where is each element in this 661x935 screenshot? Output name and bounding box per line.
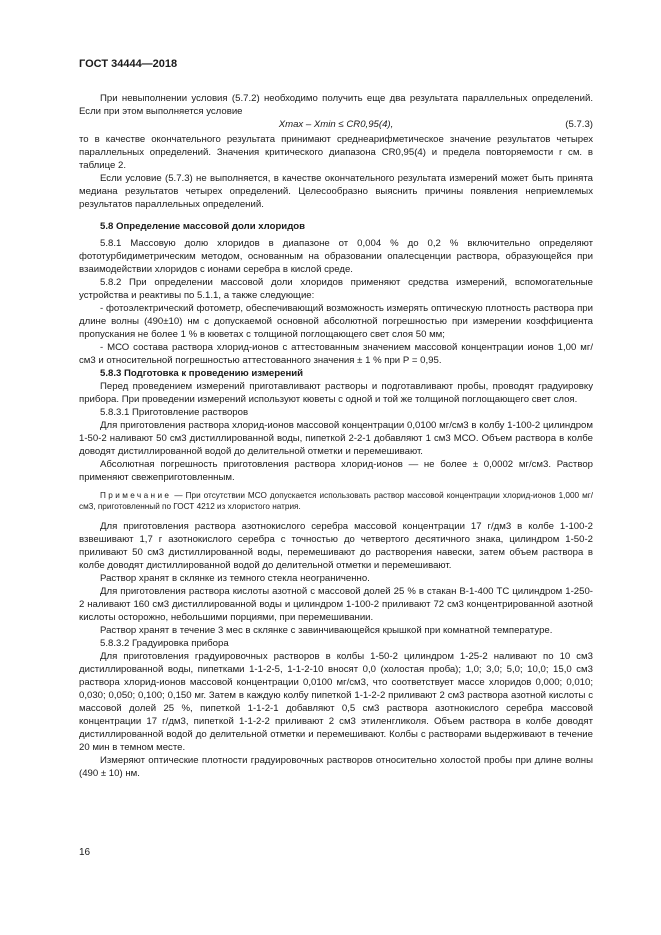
formula-5-7-3 bbox=[79, 118, 593, 133]
page-body bbox=[79, 92, 593, 780]
paragraph: Абсолютная погрешность приготовления раствора хлорид-ионов — не более ± 0,0002 мг/см3. Раствор применяют свежеприготовленным. bbox=[79, 459, 593, 483]
paragraph: Если условие (5.7.3) не выполняется, в качестве окончательного результата измерений может быть принята медиана результатов четырех определений. Целесообразно выяснить причины появления неприемлемых результатов параллельных определений. bbox=[79, 173, 593, 210]
document-header: ГОСТ 34444—2018 bbox=[79, 58, 178, 70]
note-label: Примечание bbox=[100, 491, 172, 500]
paragraph: Измеряют оптические плотности градуировочных растворов относительно холостой пробы при длине волны (490 ± 10) нм. bbox=[79, 755, 593, 779]
paragraph: Для приготовления раствора кислоты азотной с массовой долей 25 % в стакан В-1-400 ТС цилиндром 1-250-2 наливают 160 см3 дистиллированной воды и цилиндром 1-100-2 приливают 72 см3 концентрированной азотной кислоты осторожно, небольшими порциями, при перемешивании. bbox=[79, 586, 593, 623]
list-item: - МСО состава раствора хлорид-ионов с аттестованным значением массовой концентрации ионов 1,00 мг/см3 и относительной погрешностью аттестованного значения ± 1 % при Р = 0,95. bbox=[79, 342, 593, 366]
formula-number: (5.7.3) bbox=[565, 119, 593, 130]
section-heading: 5.8.3 Подготовка к проведению измерений bbox=[100, 368, 304, 379]
paragraph: Раствор хранят в течение 3 мес в склянке с завинчивающейся крышкой при комнатной температуре. bbox=[100, 625, 553, 636]
note-text: — При отсутствии МСО допускается использовать раствор массовой концентрации хлорид-ионов 1,000 мг/см3, приготовленный по ГОСТ 4212 из хлористого натрия. bbox=[79, 491, 593, 511]
paragraph: 5.8.1 Массовую долю хлоридов в диапазоне от 0,004 % до 0,2 % включительно определяют фототурбидиметрическим методом, основанным на образовании опалесценции раствора, образующейся при взаимодействии хлоридов с ионами серебра в кислой среде. bbox=[79, 238, 593, 275]
subsection-heading: 5.8.3.2 Градуировка прибора bbox=[100, 638, 229, 649]
subsection-heading: 5.8.3.1 Приготовление растворов bbox=[100, 407, 249, 418]
list-item: - фотоэлектрический фотометр, обеспечивающий возможность измерять оптическую плотность раствора при длине волны (490±10) нм с допускаемой основной абсолютной погрешностью при измерении коэффициента пропускания не более 1 % в кюветах с толщиной поглощающего свет слоя 50 мм; bbox=[79, 303, 593, 340]
formula-expression: Xmax – Xmin ≤ CR0,95(4), bbox=[278, 119, 394, 130]
paragraph: Для приготовления градуировочных растворов в колбы 1-50-2 цилиндром 1-25-2 наливают по 10 см3 дистиллированной воды, пипетками 1-1-2-5, 1-1-2-10 вносят 0,0 (холостая проба); 1,0; 3,0; 5,0; 10,0; 15,0 см3 раствора хлорид-ионов массовой концентрации 0,0100 мг/см3, что соответствует массе хлоридов 0,000; 0,010; 0,030; 0,050; 0,100; 0,150 мг. Затем в каждую колбу пипеткой 1-1-2-2 приливают 2 см3 раствора азотной кислоты с массовой долей 25 %, пипеткой 1-1-2-1 добавляют 0,5 см3 раствора азотнокислого серебра массовой концентрации 17 г/дм3, пипеткой 1-1-2-2 приливают 2 см3 этиленгликоля. Объем раствора в колбе доводят дистиллированной водой до делительной отметки и перемешивают. Колбы с растворами выдерживают в течение 20 мин в темном месте. bbox=[79, 651, 593, 753]
section-heading: 5.8 Определение массовой доли хлоридов bbox=[100, 221, 306, 232]
paragraph: Раствор хранят в склянке из темного стекла неограниченно. bbox=[100, 573, 370, 584]
paragraph: Для приготовления раствора азотнокислого серебра массовой концентрации 17 г/дм3 в колбе 1-100-2 взвешивают 1,7 г азотнокислого серебра с точностью до четвертого десятичного знака, цилиндром 1-50-2 приливают 50 см3 дистиллированной воды, перемешивают до растворения навески, затем объем раствора в колбе доводят дистиллированной водой до делительной отметки и перемешивают. bbox=[79, 521, 593, 571]
paragraph: При невыполнении условия (5.7.2) необходимо получить еще два результата параллельных определений. Если при этом выполняется условие bbox=[79, 93, 593, 117]
paragraph: то в качестве окончательного результата принимают среднеарифметическое значение результатов четырех параллельных определений. Значения критического диапазона CR0,95(4) и предела повторяемости r см. в таблице 2. bbox=[79, 134, 593, 171]
paragraph: Перед проведением измерений приготавливают растворы и подготавливают пробы, проводят градуировку прибора. При проведении измерений используют кюветы с одной и той же толщиной поглощающего свет слоя. bbox=[79, 381, 593, 405]
note bbox=[79, 490, 593, 512]
paragraph: Для приготовления раствора хлорид-ионов массовой концентрации 0,0100 мг/см3 в колбу 1-100-2 цилиндром 1-50-2 наливают 50 см3 дистиллированной воды, пипеткой 2-2-1 добавляют 1 см3 МСО. Объем раствора в колбе доводят дистиллированной водой до делительной отметки и перемешивают. bbox=[79, 420, 593, 457]
paragraph: 5.8.2 При определении массовой доли хлоридов применяют средства измерений, вспомогательные устройства и реактивы по 5.1.1, а также следующие: bbox=[79, 277, 593, 301]
page-number: 16 bbox=[79, 847, 91, 858]
